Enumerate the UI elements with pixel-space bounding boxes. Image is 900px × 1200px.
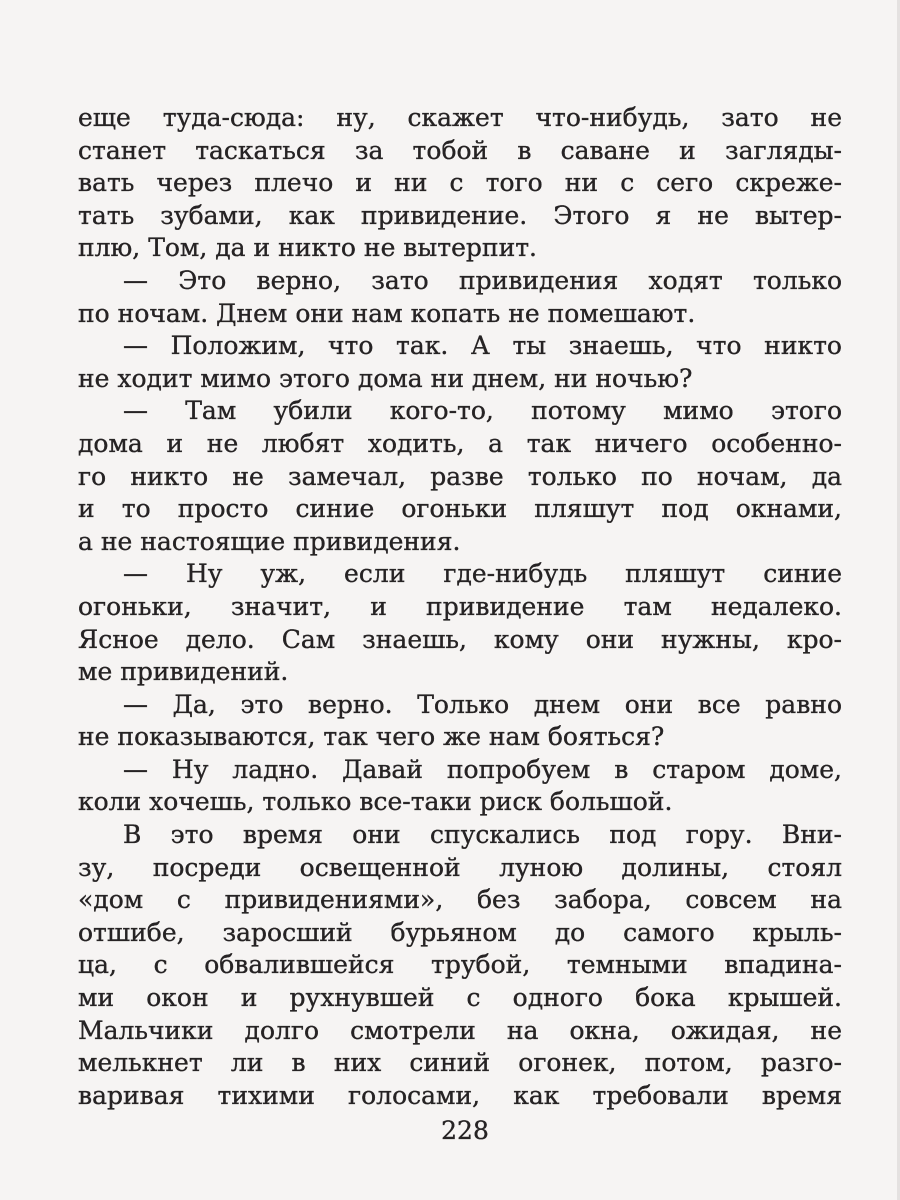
text-line: огоньки, значит, и привидение там недалеко. xyxy=(78,591,842,621)
text-line: — Там убили кого-то, потому мимо этого xyxy=(123,396,842,426)
text-line: го никто не замечал, разве только по ночам, да xyxy=(78,461,842,491)
text-line: Мальчики долго смотрели на окна, ожидая, не xyxy=(78,1015,842,1045)
text-line: плю, Том, да и никто не вытерпит. xyxy=(78,233,538,263)
page-body-text xyxy=(78,102,842,1112)
text-line: дома и не любят ходить, а так ничего особенно- xyxy=(78,428,842,458)
text-line: ме привидений. xyxy=(78,657,289,687)
page-number: 228 xyxy=(441,1116,489,1145)
text-line: ца, с обвалившейся трубой, темными впадина- xyxy=(78,950,842,980)
text-line: станет таскаться за тобой в саване и загляды- xyxy=(78,135,842,165)
text-line: — Ну ладно. Давай попробуем в старом доме, xyxy=(123,754,842,784)
text-line: зу, посреди освещенной луною долины, стоял xyxy=(78,852,842,882)
text-line: «дом с привидениями», без забора, совсем на xyxy=(78,885,842,915)
text-line: — Ну уж, если где-нибудь пляшут синие xyxy=(123,559,842,589)
text-line: а не настоящие привидения. xyxy=(78,526,461,556)
text-line: отшибе, заросший бурьяном до самого крыль- xyxy=(78,917,842,947)
text-line: — Это верно, зато привидения ходят только xyxy=(123,265,842,295)
text-line: не показываются, так чего же нам бояться? xyxy=(78,722,665,752)
text-line: не ходит мимо этого дома ни днем, ни ночью? xyxy=(78,363,693,393)
text-line: по ночам. Днем они нам копать не помешают. xyxy=(78,298,696,328)
text-line: и то просто синие огоньки пляшут под окнами, xyxy=(78,494,842,524)
text-line: В это время они спускались под гору. Вни- xyxy=(123,820,842,850)
text-line: ми окон и рухнувшей с одного бока крышей. xyxy=(78,983,842,1013)
text-line: тать зубами, как привидение. Этого я не вытер- xyxy=(78,200,842,230)
text-line: еще туда-сюда: ну, скажет что-нибудь, зато не xyxy=(78,103,842,132)
text-line: вать через плечо и ни с того ни с сего скреже- xyxy=(78,168,842,198)
text-line: мелькнет ли в них синий огонек, потом, разго- xyxy=(78,1048,842,1078)
text-line: Ясное дело. Сам знаешь, кому они нужны, кро- xyxy=(78,624,842,654)
text-line: варивая тихими голосами, как требовали время xyxy=(78,1080,842,1110)
text-line: коли хочешь, только все-таки риск большой. xyxy=(78,787,673,817)
text-line: — Да, это верно. Только днем они все равно xyxy=(123,689,842,719)
text-line: — Положим, что так. А ты знаешь, что никто xyxy=(123,331,842,361)
